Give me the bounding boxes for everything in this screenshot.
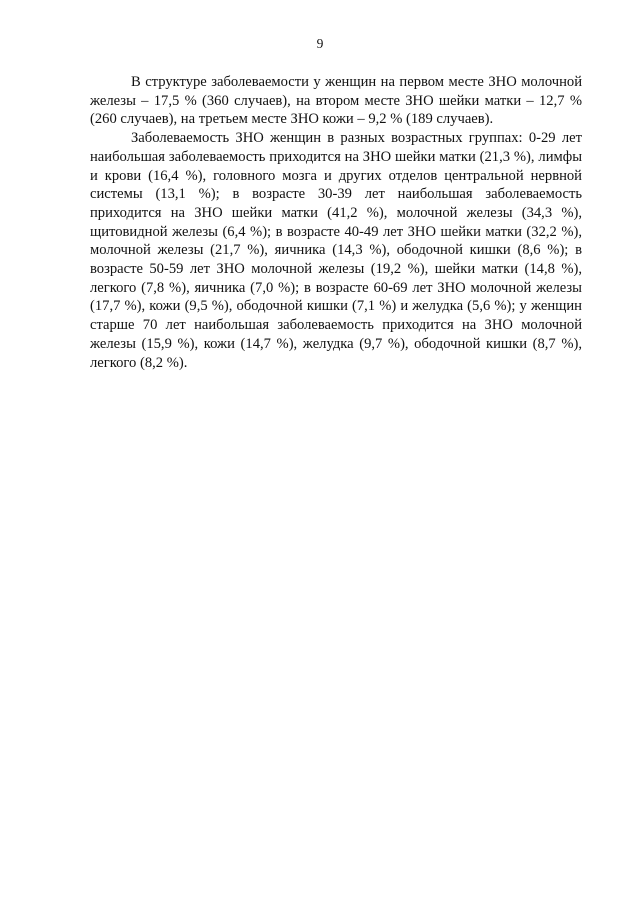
page-number: 9 [316,36,324,51]
paragraph-incidence-structure: В структуре заболеваемости у женщин на первом месте ЗНО молочной железы – 17,5 % (360 случаев), на втором месте ЗНО шейки матки – 12,7 % (260 случаев), на третьем месте ЗНО кожи – 9,2 % (189 случаев). [90,74,582,128]
document-body [90,73,582,372]
paragraph-age-groups: Заболеваемость ЗНО женщин в разных возрастных группах: 0-29 лет наибольшая заболеваемость приходится на ЗНО шейки матки (21,3 %), лимфы и крови (16,4 %), головного мозга и других отделов центральной нервной системы (13,1 %); в возрасте 30-39 лет наибольшая заболеваемость приходится на ЗНО шейки матки (41,2 %), молочной железы (34,3 %), щитовидной железы (6,4 %); в возрасте 40-49 лет ЗНО шейки матки (32,2 %), молочной железы (21,7 %), яичника (14,3 %), ободочной кишки (8,6 %); в возрасте 50-59 лет ЗНО молочной железы (19,2 %), шейки матки (14,8 %), легкого (7,8 %), яичника (7,0 %); в возрасте 60-69 лет ЗНО молочной железы (17,7 %), кожи (9,5 %), ободочной кишки (7,1 %) и желудка (5,6 %); у женщин старше 70 лет наибольшая заболеваемость приходится на ЗНО молочной железы (15,9 %), кожи (14,7 %), желудка (9,7 %), ободочной кишки (8,7 %), легкого (8,2 %). [90,130,582,371]
